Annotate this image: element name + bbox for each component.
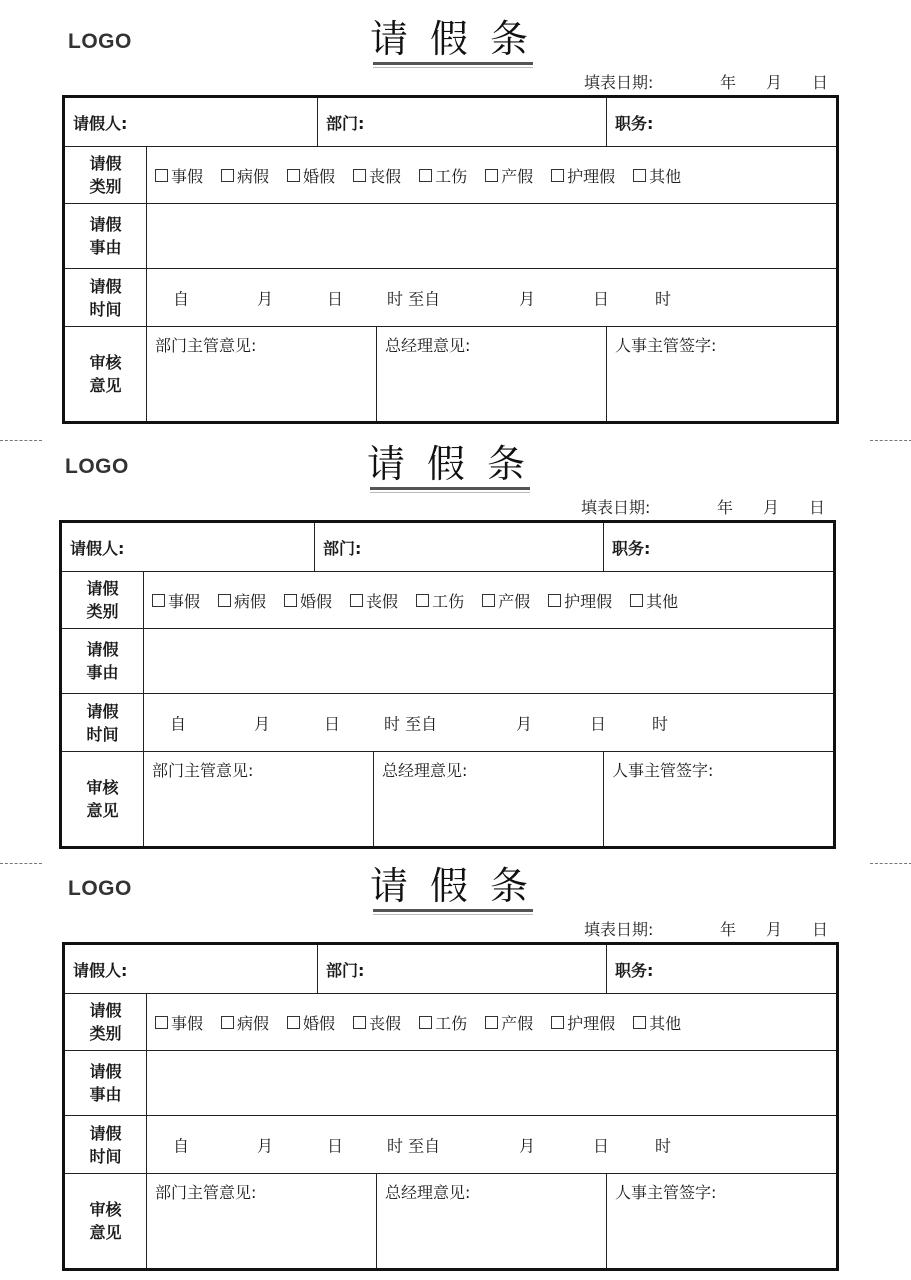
checkbox-icon[interactable] xyxy=(485,1016,498,1029)
label-line: 请假 xyxy=(89,1001,122,1020)
label-line: 请假 xyxy=(89,1062,122,1081)
header-row xyxy=(64,97,838,147)
reason-field[interactable] xyxy=(147,1051,838,1116)
time-row xyxy=(61,694,835,752)
leave-type-option[interactable] xyxy=(416,589,464,612)
time-part: 月 xyxy=(257,289,274,308)
applicant-field[interactable] xyxy=(64,97,318,147)
time-part: 自 xyxy=(173,289,190,308)
form-title: 请假条 xyxy=(370,17,551,61)
position-field[interactable] xyxy=(607,944,838,994)
hr-signature-label: 人事主管签字: xyxy=(612,761,714,780)
leave-type-option[interactable] xyxy=(482,589,530,612)
leave-type-option-label: 护理假 xyxy=(567,166,616,186)
reason-field[interactable] xyxy=(147,204,838,269)
checkbox-icon[interactable] xyxy=(633,1016,646,1029)
leave-type-option[interactable] xyxy=(419,164,467,187)
time-field[interactable] xyxy=(147,269,838,327)
fill-date-month[interactable]: 月 xyxy=(766,73,783,92)
time-part: 时 xyxy=(655,1136,672,1155)
leave-type-option[interactable] xyxy=(155,1011,203,1034)
label-line: 请假 xyxy=(89,154,122,173)
leave-type-option[interactable] xyxy=(221,1011,269,1034)
leave-type-list xyxy=(147,164,836,187)
fill-date-year[interactable]: 年 xyxy=(720,920,737,939)
form-title: 请假条 xyxy=(370,864,551,908)
checkbox-icon[interactable] xyxy=(218,594,231,607)
hr-signature[interactable] xyxy=(604,752,835,848)
leave-type-option[interactable] xyxy=(287,1011,335,1034)
approval-label xyxy=(64,327,147,423)
fill-date-day[interactable]: 日 xyxy=(812,920,829,939)
approval-row xyxy=(64,1174,838,1270)
time-part: 时 至自 xyxy=(387,1136,441,1155)
leave-type-option[interactable] xyxy=(548,589,612,612)
fill-date-year[interactable]: 年 xyxy=(720,73,737,92)
label-line: 时间 xyxy=(89,299,122,319)
label-line: 事由 xyxy=(89,238,122,257)
hr-signature[interactable] xyxy=(607,1174,838,1270)
dept-manager-label: 部门主管意见: xyxy=(155,1183,257,1202)
applicant-field[interactable] xyxy=(64,944,318,994)
leave-type-option-label: 其他 xyxy=(649,1013,682,1033)
title-underline xyxy=(373,62,533,65)
checkbox-icon[interactable] xyxy=(287,169,300,182)
label-line: 审核 xyxy=(89,353,122,372)
department-field[interactable] xyxy=(318,944,607,994)
leave-type-option-label: 产假 xyxy=(501,166,534,186)
time-part: 日 xyxy=(593,289,610,308)
leave-type-option[interactable] xyxy=(630,589,678,612)
checkbox-icon[interactable] xyxy=(551,1016,564,1029)
leave-type-row xyxy=(64,994,838,1051)
hr-signature[interactable] xyxy=(607,327,838,423)
reason-label xyxy=(64,204,147,269)
leave-type-option-label: 其他 xyxy=(649,166,682,186)
checkbox-icon[interactable] xyxy=(284,594,297,607)
logo: LOGO xyxy=(65,455,129,478)
label-line: 意见 xyxy=(89,1223,122,1242)
checkbox-icon[interactable] xyxy=(155,169,168,182)
leave-type-option-label: 婚假 xyxy=(300,591,333,611)
label-line: 类别 xyxy=(86,602,119,621)
cut-line-right xyxy=(870,440,911,441)
position-field[interactable] xyxy=(607,97,838,147)
leave-type-option[interactable] xyxy=(284,589,332,612)
leave-type-option-label: 事假 xyxy=(168,591,201,611)
title-underline-thin xyxy=(373,914,533,915)
logo: LOGO xyxy=(68,30,132,53)
checkbox-icon[interactable] xyxy=(485,169,498,182)
leave-type-option[interactable] xyxy=(350,589,398,612)
leave-type-list xyxy=(144,589,833,612)
dept-manager-opinion[interactable] xyxy=(147,1174,377,1270)
form-title: 请假条 xyxy=(367,442,548,486)
department-label: 部门: xyxy=(323,538,362,558)
leave-type-option-label: 病假 xyxy=(237,1013,270,1033)
time-part: 自 xyxy=(170,714,187,733)
leave-type-option[interactable] xyxy=(155,164,203,187)
label-line: 意见 xyxy=(89,376,122,395)
reason-label xyxy=(61,629,144,694)
leave-type-label xyxy=(64,147,147,204)
checkbox-icon[interactable] xyxy=(548,594,561,607)
label-line: 类别 xyxy=(89,177,122,196)
checkbox-icon[interactable] xyxy=(551,169,564,182)
leave-type-option[interactable] xyxy=(353,1011,401,1034)
leave-type-option[interactable] xyxy=(287,164,335,187)
time-part: 月 xyxy=(516,714,533,733)
approval-row xyxy=(61,752,835,848)
department-label: 部门: xyxy=(326,113,365,133)
leave-type-option-label: 工伤 xyxy=(435,166,468,186)
position-label: 职务: xyxy=(612,538,651,558)
time-part: 月 xyxy=(257,1136,274,1155)
time-row xyxy=(64,1116,838,1174)
leave-table xyxy=(62,942,839,1271)
approval-label xyxy=(64,1174,147,1270)
checkbox-icon[interactable] xyxy=(287,1016,300,1029)
leave-type-options xyxy=(144,572,835,629)
checkbox-icon[interactable] xyxy=(419,169,432,182)
label-line: 事由 xyxy=(86,663,119,682)
leave-type-option-label: 工伤 xyxy=(432,591,465,611)
label-line: 审核 xyxy=(86,778,119,797)
leave-form xyxy=(0,425,911,845)
hr-signature-label: 人事主管签字: xyxy=(615,336,717,355)
leave-type-option-label: 产假 xyxy=(501,1013,534,1033)
checkbox-icon[interactable] xyxy=(155,1016,168,1029)
leave-type-option-label: 婚假 xyxy=(303,166,336,186)
checkbox-icon[interactable] xyxy=(353,1016,366,1029)
leave-type-option[interactable] xyxy=(633,1011,681,1034)
leave-form xyxy=(0,0,911,420)
leave-form xyxy=(0,847,911,1267)
reason-field[interactable] xyxy=(144,629,835,694)
leave-type-option-label: 工伤 xyxy=(435,1013,468,1033)
department-field[interactable] xyxy=(315,522,604,572)
time-part: 时 至自 xyxy=(387,289,441,308)
leave-type-option-label: 事假 xyxy=(171,1013,204,1033)
label-line: 审核 xyxy=(89,1200,122,1219)
checkbox-icon[interactable] xyxy=(633,169,646,182)
leave-type-option-label: 护理假 xyxy=(567,1013,616,1033)
leave-type-option-label: 婚假 xyxy=(303,1013,336,1033)
general-manager-opinion[interactable] xyxy=(377,327,607,423)
general-manager-label: 总经理意见: xyxy=(385,1183,471,1202)
leave-type-option[interactable] xyxy=(485,164,533,187)
checkbox-icon[interactable] xyxy=(350,594,363,607)
fill-date-label: 填表日期: xyxy=(584,73,654,92)
logo: LOGO xyxy=(68,877,132,900)
leave-type-option[interactable] xyxy=(221,164,269,187)
label-line: 时间 xyxy=(89,1146,122,1166)
header-row xyxy=(64,944,838,994)
leave-type-option-label: 护理假 xyxy=(564,591,613,611)
leave-type-option-label: 丧假 xyxy=(369,1013,402,1033)
leave-type-option[interactable] xyxy=(551,164,615,187)
time-label xyxy=(64,269,147,327)
approval-label xyxy=(61,752,144,848)
title-underline xyxy=(370,487,530,490)
time-part: 月 xyxy=(254,714,271,733)
leave-type-row xyxy=(61,572,835,629)
label-line: 请假 xyxy=(89,1123,122,1143)
leave-type-option[interactable] xyxy=(152,589,200,612)
time-parts xyxy=(147,269,836,326)
label-line: 请假 xyxy=(86,701,119,721)
label-line: 时间 xyxy=(86,724,119,744)
time-part: 时 xyxy=(655,289,672,308)
fill-date-day[interactable]: 日 xyxy=(812,73,829,92)
label-line: 请假 xyxy=(89,215,122,234)
time-part: 月 xyxy=(519,289,536,308)
position-field[interactable] xyxy=(604,522,835,572)
leave-type-row xyxy=(64,147,838,204)
cut-line-left xyxy=(0,863,42,864)
checkbox-icon[interactable] xyxy=(152,594,165,607)
checkbox-icon[interactable] xyxy=(353,169,366,182)
leave-type-option-label: 病假 xyxy=(237,166,270,186)
time-parts xyxy=(144,694,833,751)
title-underline-thin xyxy=(370,492,530,493)
header-row xyxy=(61,522,835,572)
leave-table xyxy=(59,520,836,849)
checkbox-icon[interactable] xyxy=(221,1016,234,1029)
checkbox-icon[interactable] xyxy=(630,594,643,607)
leave-type-label xyxy=(64,994,147,1051)
applicant-label: 请假人: xyxy=(73,113,128,133)
leave-type-option-label: 事假 xyxy=(171,166,204,186)
general-manager-opinion[interactable] xyxy=(374,752,604,848)
general-manager-opinion[interactable] xyxy=(377,1174,607,1270)
title-underline xyxy=(373,909,533,912)
checkbox-icon[interactable] xyxy=(482,594,495,607)
leave-type-option-label: 产假 xyxy=(498,591,531,611)
position-label: 职务: xyxy=(615,960,654,980)
time-part: 日 xyxy=(324,714,341,733)
time-part: 日 xyxy=(590,714,607,733)
dept-manager-label: 部门主管意见: xyxy=(152,761,254,780)
leave-type-list xyxy=(147,1011,836,1034)
checkbox-icon[interactable] xyxy=(419,1016,432,1029)
reason-row xyxy=(61,629,835,694)
cut-line-right xyxy=(870,863,911,864)
label-line: 类别 xyxy=(89,1024,122,1043)
reason-label xyxy=(64,1051,147,1116)
fill-date-day[interactable]: 日 xyxy=(809,498,826,517)
time-label xyxy=(61,694,144,752)
time-label xyxy=(64,1116,147,1174)
title-underline-thin xyxy=(373,67,533,68)
applicant-label: 请假人: xyxy=(73,960,128,980)
label-line: 请假 xyxy=(89,276,122,296)
fill-date xyxy=(581,495,825,518)
leave-type-option-label: 其他 xyxy=(646,591,679,611)
fill-date-label: 填表日期: xyxy=(584,920,654,939)
time-part: 时 至自 xyxy=(384,714,438,733)
fill-date-month[interactable]: 月 xyxy=(763,498,780,517)
general-manager-label: 总经理意见: xyxy=(382,761,468,780)
leave-type-option[interactable] xyxy=(419,1011,467,1034)
applicant-field[interactable] xyxy=(61,522,315,572)
dept-manager-opinion[interactable] xyxy=(144,752,374,848)
reason-row xyxy=(64,1051,838,1116)
time-field[interactable] xyxy=(144,694,835,752)
label-line: 意见 xyxy=(86,801,119,820)
leave-type-option[interactable] xyxy=(485,1011,533,1034)
time-field[interactable] xyxy=(147,1116,838,1174)
department-field[interactable] xyxy=(318,97,607,147)
label-line: 事由 xyxy=(89,1085,122,1104)
position-label: 职务: xyxy=(615,113,654,133)
leave-type-option[interactable] xyxy=(551,1011,615,1034)
reason-row xyxy=(64,204,838,269)
leave-type-option[interactable] xyxy=(218,589,266,612)
time-part: 时 xyxy=(652,714,669,733)
leave-type-option[interactable] xyxy=(353,164,401,187)
label-line: 请假 xyxy=(86,579,119,598)
time-part: 自 xyxy=(173,1136,190,1155)
applicant-label: 请假人: xyxy=(70,538,125,558)
leave-type-label xyxy=(61,572,144,629)
time-part: 日 xyxy=(327,289,344,308)
label-line: 请假 xyxy=(86,640,119,659)
time-row xyxy=(64,269,838,327)
fill-date xyxy=(584,917,828,940)
leave-type-option-label: 丧假 xyxy=(369,166,402,186)
fill-date-label: 填表日期: xyxy=(581,498,651,517)
time-part: 月 xyxy=(519,1136,536,1155)
time-part: 日 xyxy=(327,1136,344,1155)
checkbox-icon[interactable] xyxy=(221,169,234,182)
checkbox-icon[interactable] xyxy=(416,594,429,607)
fill-date xyxy=(584,70,828,93)
leave-table xyxy=(62,95,839,424)
fill-date-year[interactable]: 年 xyxy=(717,498,734,517)
department-label: 部门: xyxy=(326,960,365,980)
leave-type-option-label: 病假 xyxy=(234,591,267,611)
dept-manager-opinion[interactable] xyxy=(147,327,377,423)
approval-row xyxy=(64,327,838,423)
dept-manager-label: 部门主管意见: xyxy=(155,336,257,355)
leave-type-option[interactable] xyxy=(633,164,681,187)
hr-signature-label: 人事主管签字: xyxy=(615,1183,717,1202)
leave-type-options xyxy=(147,994,838,1051)
time-part: 日 xyxy=(593,1136,610,1155)
fill-date-month[interactable]: 月 xyxy=(766,920,783,939)
leave-type-options xyxy=(147,147,838,204)
time-parts xyxy=(147,1116,836,1173)
cut-line-left xyxy=(0,440,42,441)
general-manager-label: 总经理意见: xyxy=(385,336,471,355)
leave-type-option-label: 丧假 xyxy=(366,591,399,611)
